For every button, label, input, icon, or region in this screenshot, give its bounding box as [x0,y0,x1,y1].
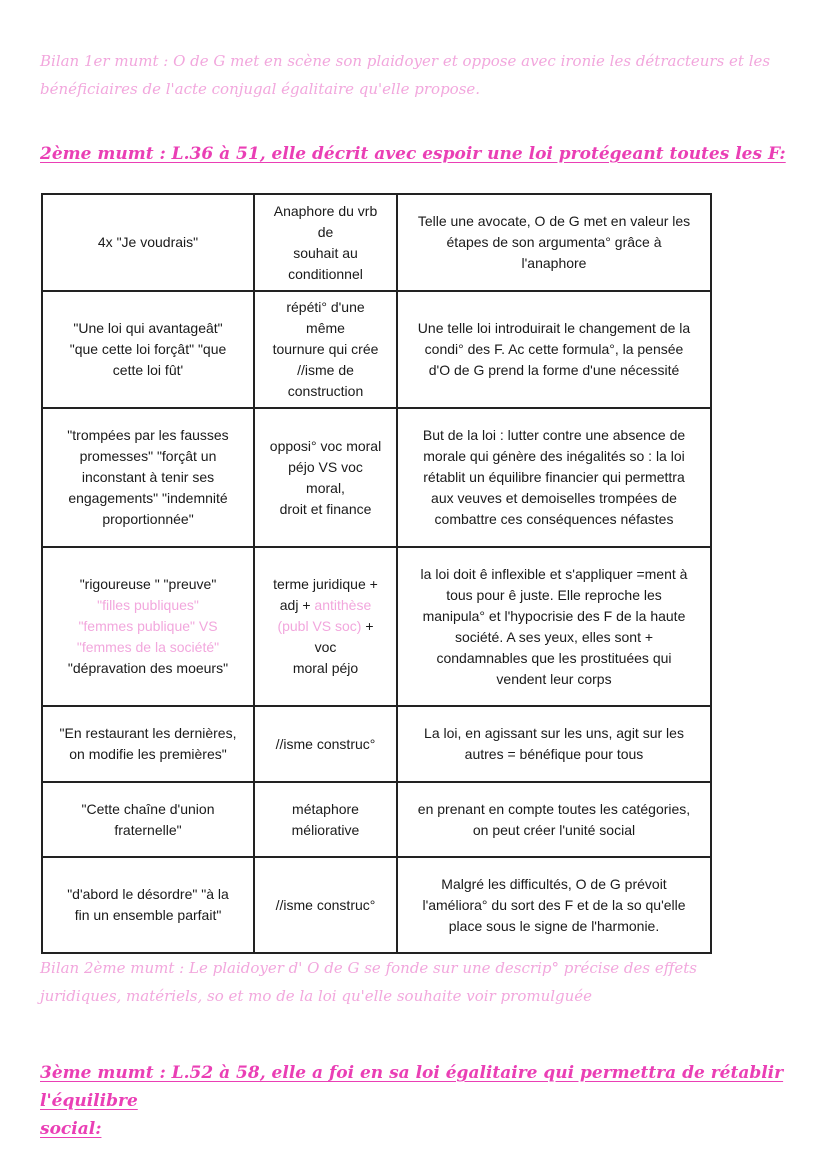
bilan1-line2: bénéficiaires de l'acte conjugal égalitaire qu'elle propose. [40,80,481,98]
citation-cell: "rigoureuse " "preuve" "filles publiques" "femmes publique" VS "femmes de la société" "dépravation des moeurs" [42,547,254,706]
table-row [42,857,711,953]
citation-cell: "En restaurant les dernières, on modifie les premières" [42,706,254,782]
procede-cell: //isme construc° [254,857,397,953]
highlighted-term: (publ VS soc) [277,618,362,634]
table-row [42,194,711,291]
citation-cell: "Une loi qui avantageât" "que cette loi forçât" "que cette loi fût' [42,291,254,408]
procede-cell: répéti° d'une même tournure qui crée //isme de construction [254,291,397,408]
bilan-1er-mouvement [40,47,770,103]
procede-cell: Anaphore du vrb de souhait au conditionnel [254,194,397,291]
analysis-table [41,193,712,954]
highlighted-quote: "femmes de la société" [76,639,220,655]
bilan1-line1: Bilan 1er mumt : O de G met en scène son plaidoyer et oppose avec ironie les détracteurs et les [40,52,771,70]
highlighted-quote: "filles publiques" [97,597,199,613]
bilan2-line2: juridiques, matériels, so et mo de la loi qu'elle souhaite voir promulguée [40,987,593,1005]
highlighted-quote: "femmes publique" VS [78,618,218,634]
citation-cell: "d'abord le désordre" "à la fin un ensemble parfait" [42,857,254,953]
heading-2eme-mouvement: 2ème mumt : L.36 à 51, elle décrit avec espoir une loi protégeant toutes les F: [40,144,786,164]
procede-cell: //isme construc° [254,706,397,782]
highlighted-term: antithèse [314,597,372,613]
citation-cell: 4x "Je voudrais" [42,194,254,291]
heading3-line2: social: [40,1119,102,1139]
analyse-cell: Une telle loi introduirait le changement de la condi° des F. Ac cette formula°, la pensée d'O de G prend la forme d'une nécessité [397,291,711,408]
analyse-cell: But de la loi : lutter contre une absence de morale qui génère des inégalités so : la loi rétablit un équilibre financier qui permettra aux veuves et demoiselles trompées de combattre ces conséquences néfastes [397,408,711,547]
table-row [42,547,711,706]
procede-cell: opposi° voc moral péjo VS voc moral, droit et finance [254,408,397,547]
analyse-cell: en prenant en compte toutes les catégories, on peut créer l'unité social [397,782,711,857]
heading-3eme-mouvement [40,1059,828,1143]
heading3-line1: 3ème mumt : L.52 à 58, elle a foi en sa loi égalitaire qui permettra de rétablir l'équilibre [40,1063,784,1111]
citation-cell: "Cette chaîne d'union fraternelle" [42,782,254,857]
analyse-cell: la loi doit ê inflexible et s'appliquer =ment à tous pour ê juste. Elle reproche les manipula° et l'hypocrisie des F de la haute société. A ses yeux, elles sont + condamnables que les prostituées qui vendent leur corps [397,547,711,706]
table-row [42,408,711,547]
procede-cell: métaphore méliorative [254,782,397,857]
analyse-cell: La loi, en agissant sur les uns, agit sur les autres = bénéfique pour tous [397,706,711,782]
table-row [42,291,711,408]
table-row [42,782,711,857]
bilan2-line1: Bilan 2ème mumt : Le plaidoyer d' O de G se fonde sur une descrip° précise des effets [40,959,697,977]
procede-cell: terme juridique + adj + antithèse (publ VS soc) + voc moral péjo [254,547,397,706]
bilan-2eme-mouvement [40,954,697,1010]
analyse-cell: Malgré les difficultés, O de G prévoit l'améliora° du sort des F et de la so qu'elle place sous le signe de l'harmonie. [397,857,711,953]
citation-cell: "trompées par les fausses promesses" "forçât un inconstant à tenir ses engagements" "indemnité proportionnée" [42,408,254,547]
table-row [42,706,711,782]
analyse-cell: Telle une avocate, O de G met en valeur les étapes de son argumenta° grâce à l'anaphore [397,194,711,291]
